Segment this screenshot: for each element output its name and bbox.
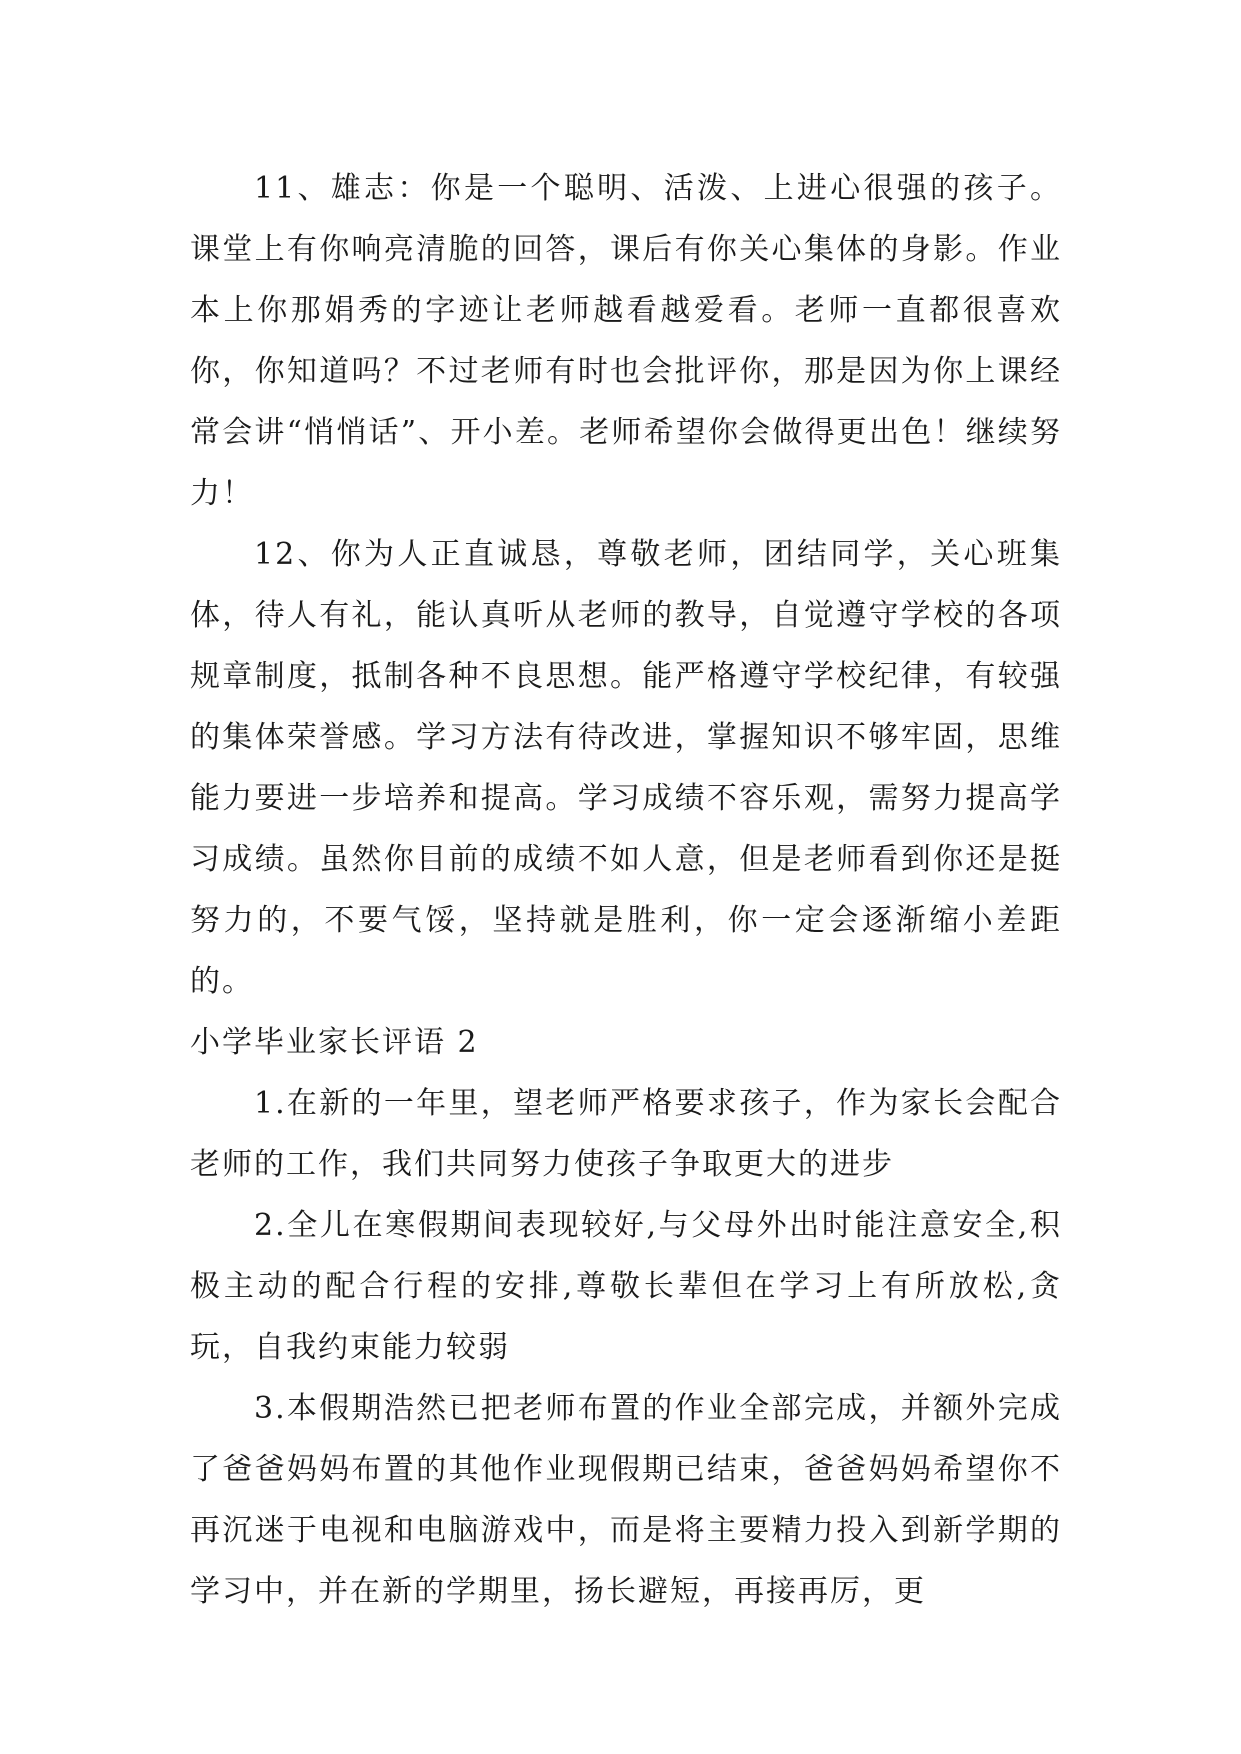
parent-comment-2: 2.全儿在寒假期间表现较好,与父母外出时能注意安全,积极主动的配合行程的安排,尊敬长辈但在学习上有所放松,贪玩，自我约束能力较弱 [190,1208,1062,1365]
comment-paragraph-12: 12、你为人正直诚恳，尊敬老师，团结同学，关心班集体，待人有礼，能认真听从老师的教导，自觉遵守学校的各项规章制度，抵制各种不良思想。能严格遵守学校纪律，有较强的集体荣誉感。学习方法有待改进，掌握知识不够牢固，思维能力要进一步培养和提高。学习成绩不容乐观，需努力提高学习成绩。虽然你目前的成绩不如人意，但是老师看到你还是挺努力的，不要气馁，坚持就是胜利，你一定会逐渐缩小差距的。 [190,537,1062,999]
parent-comment-3: 3.本假期浩然已把老师布置的作业全部完成，并额外完成了爸爸妈妈布置的其他作业现假期已结束，爸爸妈妈希望你不再沉迷于电视和电脑游戏中，而是将主要精力投入到新学期的学习中，并在新的学期里，扬长避短，再接再厉，更 [190,1391,1062,1609]
parent-comment-1: 1.在新的一年里，望老师严格要求孩子，作为家长会配合老师的工作，我们共同努力使孩子争取更大的进步 [190,1086,1062,1182]
section-heading: 小学毕业家长评语 2 [190,1025,479,1060]
comment-paragraph-11: 11、雄志：你是一个聪明、活泼、上进心很强的孩子。课堂上有你响亮清脆的回答，课后有你关心集体的身影。作业本上你那娟秀的字迹让老师越看越爱看。老师一直都很喜欢你，你知道吗？不过老师有时也会批评你，那是因为你上课经常会讲“悄悄话”、开小差。老师希望你会做得更出色！继续努力！ [190,171,1062,511]
document-body [190,158,1062,1622]
